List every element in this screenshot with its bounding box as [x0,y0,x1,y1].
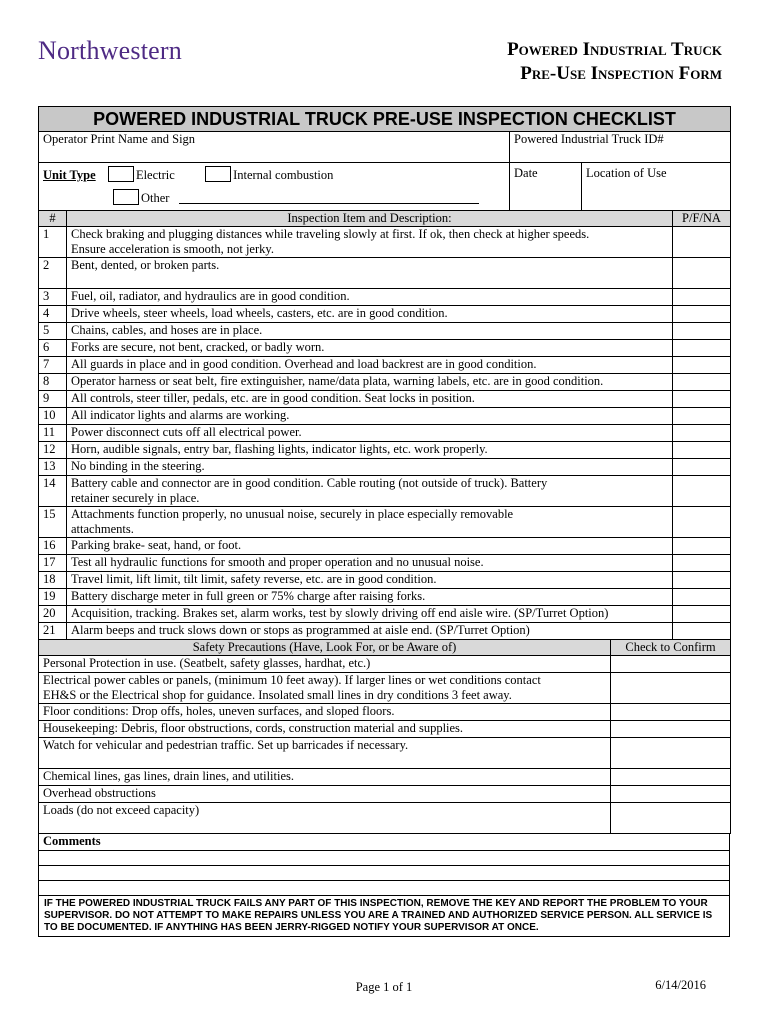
safety-row [39,738,731,769]
date-label: Date [514,166,538,180]
safety-description [39,803,611,834]
inspection-row [39,459,731,476]
item-description-line: Travel limit, lift limit, tilt limit, safety reverse, etc. are in good condition. [71,572,437,586]
item-number: 15 [39,507,67,538]
truck-id-label: Powered Industrial Truck ID# [514,132,664,146]
item-description [67,623,673,640]
pfna-field[interactable] [673,323,731,340]
item-number: 19 [39,589,67,606]
item-description [67,289,673,306]
item-description-line: No binding in the steering. [71,459,205,473]
item-description [67,555,673,572]
pfna-field[interactable] [673,289,731,306]
check-confirm-field[interactable] [611,786,731,803]
item-description-line: Power disconnect cuts off all electrical power. [71,425,302,439]
safety-description-line: Watch for vehicular and pedestrian traffic. Set up barricades if necessary. [43,738,409,752]
item-number: 5 [39,323,67,340]
inspection-row [39,340,731,357]
item-description [67,442,673,459]
item-description-line: Battery discharge meter in full green or 75% charge after raising forks. [71,589,426,603]
pfna-field[interactable] [673,340,731,357]
pfna-field[interactable] [673,507,731,538]
item-description-line: Horn, audible signals, entry bar, flashing lights, indicator lights, etc. work properly. [71,442,488,456]
item-description [67,391,673,408]
safety-description [39,769,611,786]
unit-type-cell [39,163,510,211]
item-description-line: Acquisition, tracking. Brakes set, alarm works, test by slowly driving off end aisle wire. (SP/Turret Option) [71,606,609,620]
date-field[interactable] [510,163,582,211]
electric-checkbox[interactable] [108,166,134,182]
inspection-row [39,507,731,538]
electric-label: Electric [135,168,175,182]
col-item-header: Inspection Item and Description: [67,211,673,227]
pfna-field[interactable] [673,391,731,408]
item-description-line: attachments. [71,522,134,536]
check-confirm-field[interactable] [611,656,731,673]
item-number: 11 [39,425,67,442]
item-description [67,357,673,374]
item-description [67,538,673,555]
item-number: 21 [39,623,67,640]
item-description-line: All guards in place and in good condition. Overhead and load backrest are in good condition. [71,357,537,371]
inspection-row [39,357,731,374]
revision-date: 6/14/2016 [655,978,706,992]
pfna-field[interactable] [673,425,731,442]
item-number: 7 [39,357,67,374]
inspection-row [39,572,731,589]
safety-row [39,704,731,721]
pfna-field[interactable] [673,589,731,606]
safety-row [39,786,731,803]
item-description-line: Alarm beeps and truck slows down or stops as programmed at aisle end. (SP/Turret Option) [71,623,530,637]
item-description-line: Forks are secure, not bent, cracked, or badly worn. [71,340,325,354]
inspection-row [39,306,731,323]
item-description-line: All controls, steer tiller, pedals, etc. are in good condition. Seat locks in position. [71,391,475,405]
pfna-field[interactable] [673,306,731,323]
safety-description [39,786,611,803]
item-number: 18 [39,572,67,589]
pfna-field[interactable] [673,538,731,555]
form-title-line2: Pre-Use Inspection Form [520,63,722,84]
item-description [67,323,673,340]
check-confirm-field[interactable] [611,673,731,704]
other-text-field[interactable] [179,203,479,204]
header-table [38,106,731,211]
item-description-line: retainer securely in place. [71,491,200,505]
safety-description-line: Loads (do not exceed capacity) [43,803,200,817]
inspection-row [39,589,731,606]
safety-description [39,656,611,673]
item-number: 10 [39,408,67,425]
inspection-row [39,623,731,640]
item-description [67,606,673,623]
item-number: 9 [39,391,67,408]
safety-description [39,721,611,738]
inspection-row [39,555,731,572]
location-label: Location of Use [586,166,667,180]
pfna-field[interactable] [673,623,731,640]
item-number: 4 [39,306,67,323]
internal-combustion-label: Internal combustion [233,168,334,182]
inspection-row [39,538,731,555]
comments-table [38,833,730,937]
safety-row [39,656,731,673]
item-description [67,227,673,258]
pfna-field[interactable] [673,442,731,459]
operator-name-field[interactable] [39,132,510,163]
pfna-field[interactable] [673,258,731,289]
item-description-line: Check braking and plugging distances while traveling slowly at first. If ok, then check at higher speeds. [71,227,590,241]
item-description-line: Bent, dented, or broken parts. [71,258,220,272]
item-description [67,572,673,589]
pfna-field[interactable] [673,227,731,258]
item-number: 2 [39,258,67,289]
comments-label: Comments [39,834,730,851]
inspection-row [39,289,731,306]
pfna-field[interactable] [673,476,731,507]
item-description-line: Operator harness or seat belt, fire extinguisher, name/data plata, warning labels, etc. are in good condition. [71,374,604,388]
inspection-row [39,374,731,391]
col-number-header: # [39,211,67,227]
inspection-row [39,391,731,408]
safety-description-line: Chemical lines, gas lines, drain lines, and utilities. [43,769,294,783]
item-description-line: Ensure acceleration is smooth, not jerky. [71,242,274,256]
inspection-row [39,258,731,289]
operator-label: Operator Print Name and Sign [43,132,196,146]
item-number: 20 [39,606,67,623]
other-label: Other [141,191,170,205]
pfna-field[interactable] [673,459,731,476]
safety-table [38,639,731,834]
item-description [67,476,673,507]
check-confirm-field[interactable] [611,738,731,769]
inspection-row [39,227,731,258]
safety-row [39,803,731,834]
inspection-table [38,210,731,640]
safety-description-line [43,753,606,768]
comments-line[interactable] [39,881,730,896]
comments-line[interactable] [39,851,730,866]
item-description-line: Battery cable and connector are in good condition. Cable routing (not outside of truck). Battery [71,476,548,490]
item-description [67,340,673,357]
item-description [67,459,673,476]
pfna-field[interactable] [673,408,731,425]
warning-notice: IF THE POWERED INDUSTRIAL TRUCK FAILS ANY PART OF THIS INSPECTION, REMOVE THE KEY AND REPORT THE PROBLEM TO YOUR SUPERVISOR. DO NOT ATTEMPT TO MAKE REPAIRS UNLESS YOU ARE A TRAINED AND AUTHORIZED SERVICE PERSON. ALL SERVICE IS TO BE DOCUMENTED. IF ANYTHING HAS BEEN JERRY-RIGGED NOTIFY YOUR SUPERVISOR AT ONCE. [39,896,730,937]
safety-description-line [43,818,606,833]
safety-description [39,704,611,721]
safety-description-line: Floor conditions: Drop offs, holes, uneven surfaces, and sloped floors. [43,704,395,718]
item-number: 8 [39,374,67,391]
item-description-line: Chains, cables, and hoses are in place. [71,323,263,337]
safety-row [39,721,731,738]
inspection-row [39,408,731,425]
truck-id-field[interactable] [510,132,731,163]
safety-description [39,673,611,704]
check-confirm-field[interactable] [611,721,731,738]
pfna-field[interactable] [673,606,731,623]
item-description-line: Drive wheels, steer wheels, load wheels, casters, etc. are in good condition. [71,306,448,320]
item-description [67,425,673,442]
safety-description-line: Housekeeping: Debris, floor obstructions, cords, construction material and supplies. [43,721,464,735]
item-number: 12 [39,442,67,459]
safety-description-line: Electrical power cables or panels, (minimum 10 feet away). If larger lines or wet conditions contact [43,673,541,687]
page-number: Page 1 of 1 [355,980,413,994]
item-description-line: Test all hydraulic functions for smooth and proper operation and no unusual noise. [71,555,484,569]
item-description-line: Parking brake- seat, hand, or foot. [71,538,242,552]
item-number: 16 [39,538,67,555]
safety-description-line: Overhead obstructions [43,786,156,800]
inspection-row [39,323,731,340]
item-description-line [71,273,668,288]
inspection-row [39,425,731,442]
item-description [67,306,673,323]
other-checkbox[interactable] [113,189,139,205]
pfna-field[interactable] [673,555,731,572]
item-number: 13 [39,459,67,476]
safety-description-line: EH&S or the Electrical shop for guidance. Insolated small lines in dry conditions 3 feet away. [43,688,512,702]
item-description [67,258,673,289]
item-description [67,408,673,425]
safety-row [39,673,731,704]
item-description [67,374,673,391]
internal-combustion-checkbox[interactable] [205,166,231,182]
item-number: 3 [39,289,67,306]
item-description [67,589,673,606]
item-number: 6 [39,340,67,357]
pfna-field[interactable] [673,357,731,374]
unit-type-label: Unit Type [43,168,96,182]
col-pfna-header: P/F/NA [673,211,731,227]
safety-description [39,738,611,769]
northwestern-logo: Northwestern [38,36,182,65]
inspection-row [39,606,731,623]
item-number: 1 [39,227,67,258]
item-description [67,507,673,538]
safety-header: Safety Precautions (Have, Look For, or be Aware of) [39,640,611,656]
safety-description-line: Personal Protection in use. (Seatbelt, safety glasses, hardhat, etc.) [43,656,371,670]
checklist-title: POWERED INDUSTRIAL TRUCK PRE-USE INSPECTION CHECKLIST [39,107,731,132]
check-confirm-field[interactable] [611,704,731,721]
inspection-form [38,106,730,937]
check-confirm-field[interactable] [611,769,731,786]
inspection-row [39,442,731,459]
item-number: 17 [39,555,67,572]
location-field[interactable] [582,163,731,211]
item-description-line: Fuel, oil, radiator, and hydraulics are in good condition. [71,289,350,303]
check-confirm-field[interactable] [611,803,731,834]
pfna-field[interactable] [673,572,731,589]
item-description-line: All indicator lights and alarms are working. [71,408,290,422]
comments-line[interactable] [39,866,730,881]
form-title-line1: Powered Industrial Truck [507,39,722,60]
check-confirm-header: Check to Confirm [611,640,731,656]
inspection-row [39,476,731,507]
pfna-field[interactable] [673,374,731,391]
safety-row [39,769,731,786]
item-description-line: Attachments function properly, no unusual noise, securely in place especially removable [71,507,514,521]
item-number: 14 [39,476,67,507]
